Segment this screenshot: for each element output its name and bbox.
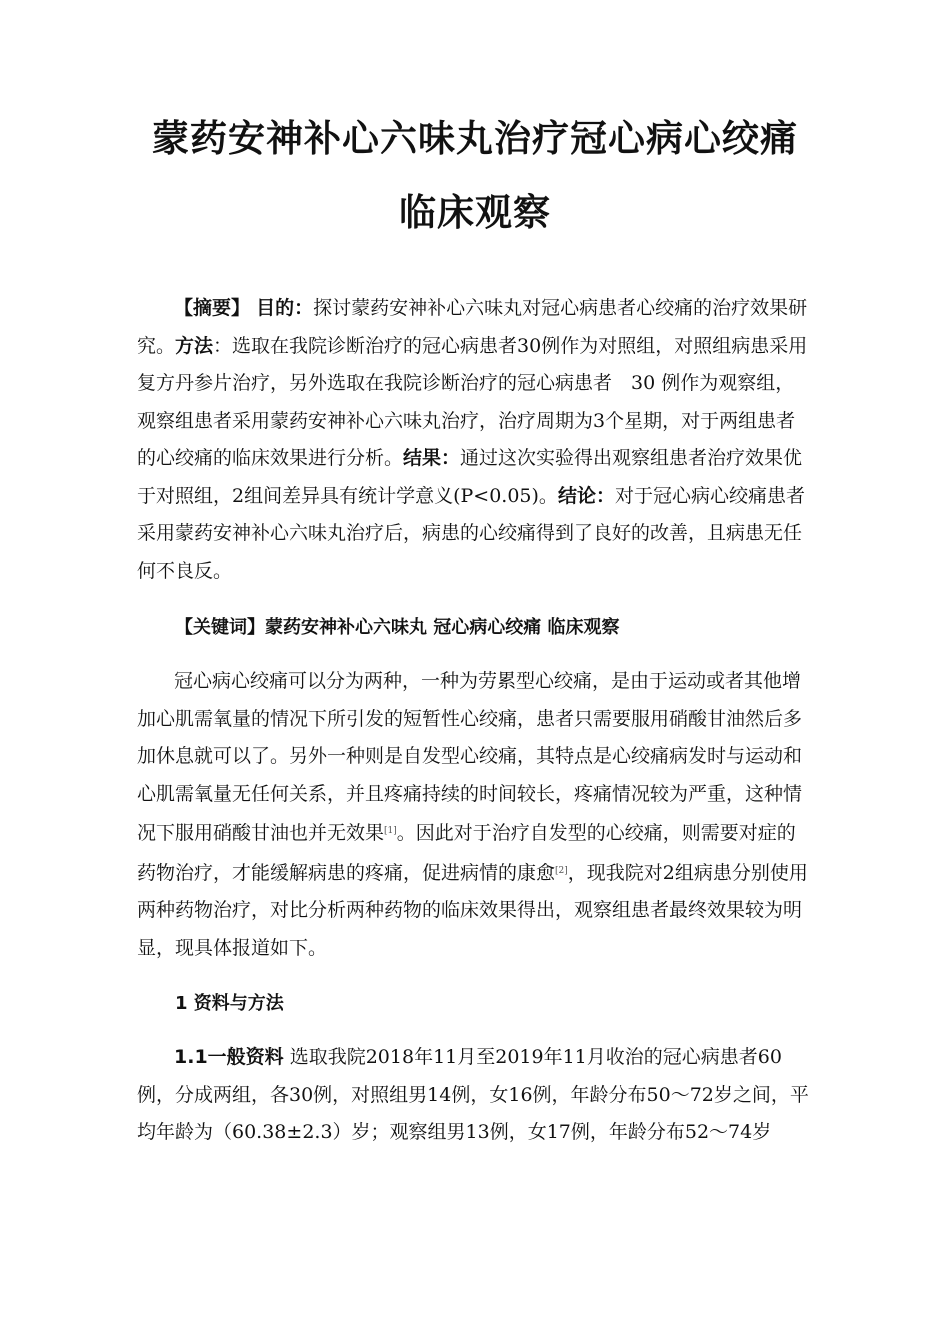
paper-title-line-1: 蒙药安神补心六味丸治疗冠心病心绞痛 — [152, 117, 798, 160]
subsection-label: 1.1一般资料 — [174, 1046, 284, 1068]
result-label: 结果： — [403, 447, 461, 469]
method-label: 方法 — [175, 334, 214, 357]
general-data-text: 选取我院2018年11月至2019年11月收治的冠心病患者60例，分成两组，各30例，对照组男14例，女16例，年龄分布50～72岁之间，平均年龄为（60.38±2.3）岁；观察组男13例，女17例，年龄分布52～74岁 — [137, 1046, 809, 1143]
purpose-text: 探讨蒙药安神补心六味丸对冠心病患者心绞痛的治疗效果研究。 — [137, 297, 808, 357]
result-text: 通过这次实验得出观察组患者治疗效果优于对照组，2组间差异具有统计学意义(P<0.05)。 — [137, 447, 803, 507]
intro-text-2: 。因此对于治疗自发型的心绞痛，则需要对症的药物治疗，才能缓解病患的疼痛，促进病情的康愈 — [137, 822, 796, 884]
citation-ref-2[interactable]: [2] — [555, 865, 568, 876]
keywords-label: 【关键词】 — [175, 617, 265, 638]
intro-text-3: ，现我院对2组病患分别使用两种药物治疗，对比分析两种药物的临床效果得出，观察组患者最终效果较为明显，现具体报道如下。 — [137, 861, 808, 959]
purpose-label: 目的： — [256, 297, 314, 319]
intro-paragraph — [137, 663, 813, 967]
keywords-line — [175, 609, 851, 647]
abstract-paragraph — [137, 290, 813, 590]
general-data-paragraph — [137, 1039, 813, 1152]
conclusion-label: 结论： — [557, 484, 615, 507]
paper-title-line-2: 临床观察 — [399, 191, 551, 234]
keywords-text: 蒙药安神补心六味丸 冠心病心绞痛 临床观察 — [265, 617, 620, 638]
intro-text-1: 冠心病心绞痛可以分为两种，一种为劳累型心绞痛，是由于运动或者其他增加心肌需氧量的情况下所引发的短暂性心绞痛，患者只需要服用硝酸甘油然后多加休息就可以了。另外一种则是自发型心绞痛，其特点是心绞痛病发时与运动和心肌需氧量无任何关系，并且疼痛持续的时间较长，疼痛情况较为严重，这种情况下服用硝酸甘油也并无效果 — [137, 670, 803, 844]
citation-ref-1[interactable]: [1] — [384, 826, 397, 836]
method-text: ：选取在我院诊断治疗的冠心病患者30例作为对照组，对照组病患采用复方丹参片治疗，另外选取在我院诊断治疗的冠心病患者 30 例作为观察组，观察组患者采用蒙药安神补心六味丸治疗，治疗周期为3个星期，对于两组患者的心绞痛的临床效果进行分析。 — [137, 334, 808, 469]
conclusion-text: 对于冠心病心绞痛患者采用蒙药安神补心六味丸治疗后，病患的心绞痛得到了良好的改善，且病患无任何不良反。 — [137, 484, 805, 582]
section-heading-1: 1 资料与方法 — [175, 993, 284, 1014]
abstract-label: 【摘要】 — [174, 297, 251, 319]
